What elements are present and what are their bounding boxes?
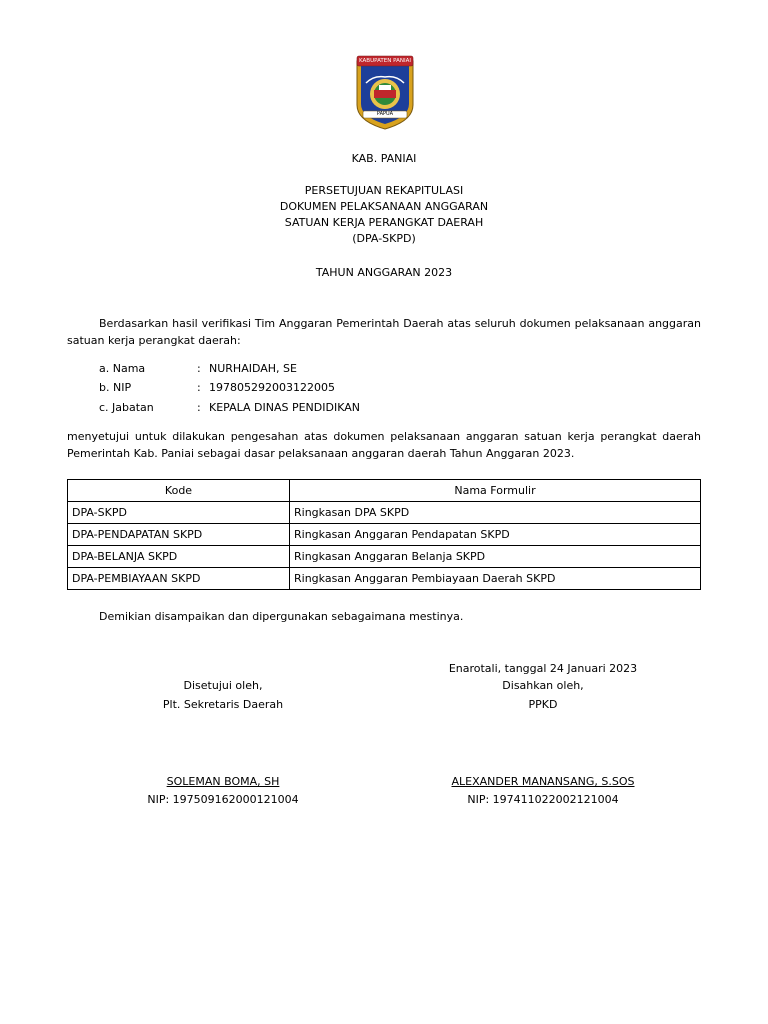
officer-name-value: NURHAIDAH, SE: [209, 362, 297, 375]
colon: :: [197, 381, 201, 394]
doc-title-line2: DOKUMEN PELAKSANAAN ANGGARAN: [279, 200, 489, 213]
doc-title-line1: PERSETUJUAN REKAPITULASI: [304, 184, 464, 197]
table-row: [68, 524, 701, 546]
officer-nip-label: b. NIP: [99, 381, 132, 394]
approval-paragraph: menyetujui untuk dilakukan pengesahan atas dokumen pelaksanaan anggaran satuan kerja perangkat daerah Pemerintah Kab. Paniai sebagai dasar pelaksanaan anggaran daerah Tahun Anggaran 2023.: [67, 430, 701, 460]
column-header-nama-formulir: Nama Formulir: [290, 480, 701, 502]
cell-kode: DPA-PEMBIAYAAN SKPD: [68, 568, 290, 590]
table-row: [68, 568, 701, 590]
right-signature-label: Disahkan oleh,: [502, 679, 584, 692]
cell-kode: DPA-BELANJA SKPD: [68, 546, 290, 568]
cell-nama-formulir: Ringkasan Anggaran Belanja SKPD: [290, 546, 701, 568]
right-signatory-name: ALEXANDER MANANSANG, S.SOS: [451, 775, 635, 788]
cell-nama-formulir: Ringkasan DPA SKPD: [290, 502, 701, 524]
doc-title-line3: SATUAN KERJA PERANGKAT DAERAH: [284, 216, 484, 229]
right-signature-position: PPKD: [528, 698, 558, 711]
regency-crest-icon: [352, 53, 418, 131]
officer-position-value: KEPALA DINAS PENDIDIKAN: [209, 401, 360, 414]
intro-text: Berdasarkan hasil verifikasi Tim Anggaran Pemerintah Daerah atas seluruh dokumen pelaksanaan anggaran satuan kerja perangkat daerah:: [67, 317, 701, 347]
kab-title: KAB. PANIAI: [351, 152, 417, 165]
table-header-row: [68, 480, 701, 502]
crest-banner-top: KABUPATEN PANIAI: [359, 58, 411, 64]
place-date: Enarotali, tanggal 24 Januari 2023: [448, 662, 638, 675]
left-signature-position: Plt. Sekretaris Daerah: [162, 698, 284, 711]
crest-banner-bottom: PAPUA: [376, 111, 394, 117]
right-signatory-nip: NIP: 197411022002121004: [467, 793, 619, 806]
column-header-kode: Kode: [68, 480, 290, 502]
officer-name-label: a. Nama: [99, 362, 146, 375]
fiscal-year: TAHUN ANGGARAN 2023: [315, 266, 453, 279]
intro-paragraph: [67, 315, 701, 349]
left-signature-label: Disetujui oleh,: [183, 679, 263, 692]
cell-nama-formulir: Ringkasan Anggaran Pembiayaan Daerah SKPD: [290, 568, 701, 590]
colon: :: [197, 362, 201, 375]
officer-name-row: [99, 360, 297, 377]
colon: :: [197, 401, 201, 414]
officer-nip-value: 197805292003122005: [209, 381, 335, 394]
closing-statement: Demikian disampaikan dan dipergunakan sebagaimana mestinya.: [99, 610, 464, 623]
cell-kode: DPA-SKPD: [68, 502, 290, 524]
table-row: [68, 546, 701, 568]
officer-position-label: c. Jabatan: [99, 401, 154, 414]
forms-table: [67, 479, 701, 590]
cell-nama-formulir: Ringkasan Anggaran Pendapatan SKPD: [290, 524, 701, 546]
table-row: [68, 502, 701, 524]
left-signatory-name: SOLEMAN BOMA, SH: [166, 775, 280, 788]
doc-title-line4: (DPA-SKPD): [352, 232, 416, 245]
cell-kode: DPA-PENDAPATAN SKPD: [68, 524, 290, 546]
officer-position-row: [99, 399, 360, 416]
officer-nip-row: [99, 379, 335, 396]
left-signatory-nip: NIP: 197509162000121004: [147, 793, 299, 806]
